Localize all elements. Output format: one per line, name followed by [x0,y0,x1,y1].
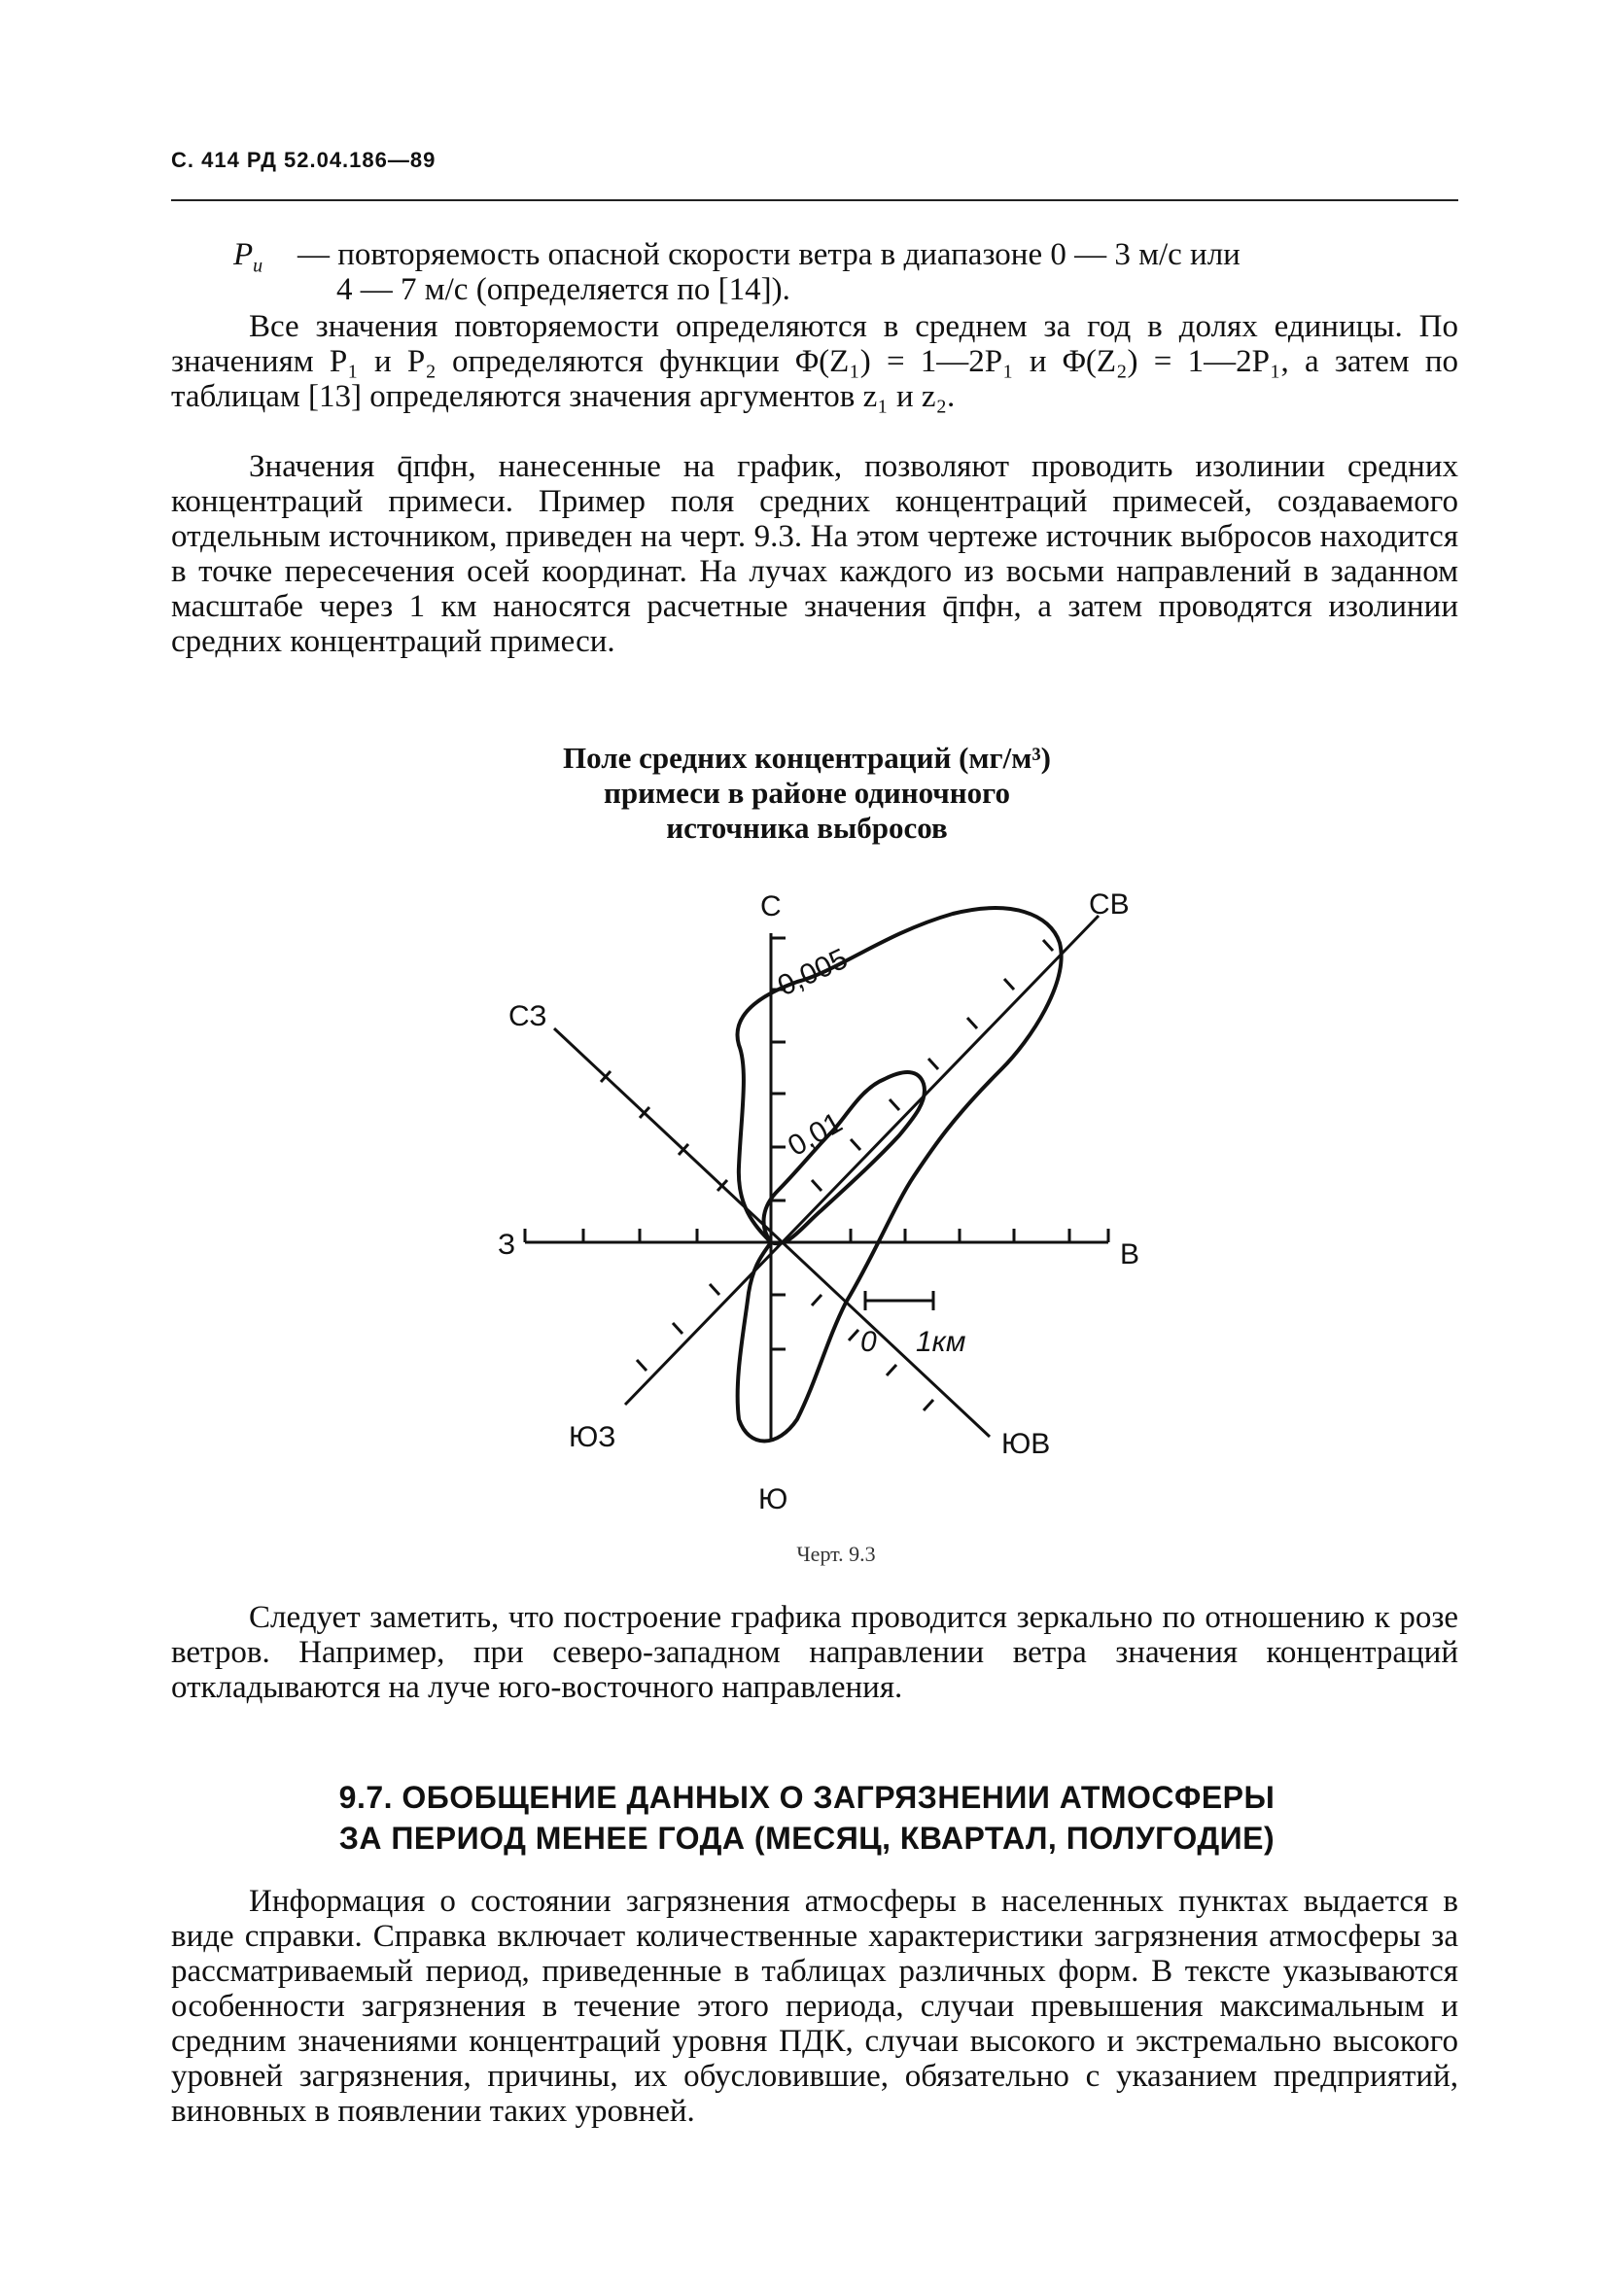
figure-caption: Черт. 9.3 [796,1542,876,1566]
figure-title-line-2: примеси в районе одиночного [604,776,1010,810]
definition-text [297,237,1458,307]
label-east: В [1120,1238,1140,1270]
paragraph-1: Все значения повторяемости определяются в среднем за год в долях единицы. По значениям P₁ и P₂ определяются функции Φ(Z₁) = 1—2P₁ и Φ(Z₂) = 1—2P₁, а затем по таблицам [13] определяются значения аргументов z₁ и z₂. [171,309,1458,414]
isoline-label-0005: 0,005 [773,942,854,1003]
page-header: С. 414 РД 52.04.186—89 [171,148,437,172]
label-south: Ю [758,1483,788,1515]
tick [710,1284,719,1295]
tick [928,1059,938,1069]
scale-label-start: 0 [860,1326,877,1358]
label-northeast: СВ [1089,888,1130,921]
definition-symbol: $P_и$ [233,237,263,277]
concentration-field-diagram [428,875,1167,1536]
isoline-001 [764,1072,925,1243]
label-west: З [498,1229,516,1261]
definition-line-2: 4 — 7 м/с (определяется по [14]). [336,272,790,307]
tick [637,1360,647,1371]
tick [890,1099,899,1110]
tick [887,1365,896,1375]
tick [849,1330,858,1340]
tick [967,1018,977,1028]
section-heading-line-2: ЗА ПЕРИОД МЕНЕЕ ГОДА (МЕСЯЦ, КВАРТАЛ, ПОЛУГОДИЕ) [338,1821,1276,1856]
tick [812,1180,821,1191]
figure-title [389,741,1225,846]
isoline-label-001: 0,01 [783,1106,849,1164]
scale-label-end: 1км [916,1326,966,1358]
label-north: С [760,890,782,922]
tick [1043,940,1053,951]
label-southwest: ЮЗ [569,1421,616,1453]
definition-line-1: — повторяемость опасной скорости ветра в диапазоне 0 — 3 м/с или [297,237,1241,272]
figure-title-line-1: Поле средних концентраций (мг/м³) [563,741,1051,775]
section-heading [243,1777,1371,1859]
paragraph-4: Информация о состоянии загрязнения атмосферы в населенных пунктах выдается в виде справки. Справка включает количественные характеристики загрязнения атмосферы за рассматриваемый период, приведенные в таблицах различных форм. В тексте указываются особенности загрязнения в течение этого периода, случаи превышения максимальным и средним значениями концентраций уровня ПДК, случаи высокого и экстремально высокого уровней загрязнения, причины, их обусловившие, обязательно с указанием предприятий, виновных в появлении таких уровней. [171,1884,1458,2129]
tick [851,1139,860,1150]
tick [1004,979,1014,990]
label-northwest: СЗ [508,1000,547,1032]
tick [812,1295,821,1305]
paragraph-2: Значения q̄пфн, нанесенные на график, позволяют проводить изолинии средних концентраций примеси. Пример поля средних концентраций примесей, создаваемого отдельным источником, приведен на черт. 9.3. На этом чертеже источник выбросов находится в точке пересечения осей координат. На лучах каждого из восьми направлений в заданном масштабе через 1 км наносятся расчетные значения q̄пфн, а затем проводятся изолинии средних концентраций примеси. [171,449,1458,659]
section-heading-line-1: 9.7. ОБОБЩЕНИЕ ДАННЫХ О ЗАГРЯЗНЕНИИ АТМОСФЕРЫ [338,1780,1276,1815]
scale-bar [865,1291,933,1310]
tick [924,1400,933,1410]
tick [673,1323,682,1334]
label-southeast: ЮВ [1001,1428,1051,1460]
figure-title-line-3: источника выбросов [666,811,948,845]
header-rule [171,199,1458,201]
paragraph-3: Следует заметить, что построение графика проводится зеркально по отношению к розе ветров. Например, при северо-западном направлении ветра значения концентраций откладываются на луче юго-восточного направления. [171,1600,1458,1705]
